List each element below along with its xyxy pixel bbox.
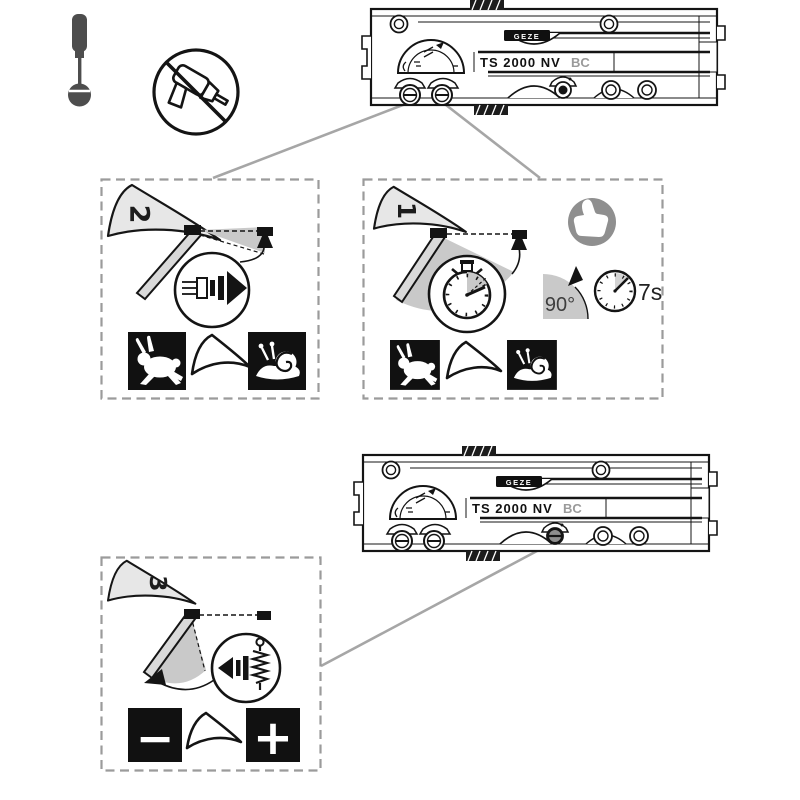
step-number-flag — [374, 187, 466, 232]
step-panel-3 — [100, 556, 322, 772]
speed-legend — [390, 340, 557, 390]
adjust-legend — [128, 708, 300, 766]
door-swing-range-icon — [447, 342, 501, 378]
open-position-marker — [257, 611, 271, 620]
screwdriver-icon — [52, 6, 112, 116]
latch-speed-icon — [175, 253, 249, 327]
geze-badge-text: GEZE — [505, 477, 533, 487]
minus-glyph: − — [135, 711, 175, 765]
hinge-marker — [184, 609, 200, 619]
speed-legend — [128, 332, 306, 390]
thumbs-up-icon — [568, 198, 616, 246]
variant-label: BC — [563, 501, 582, 516]
snail-icon — [248, 332, 306, 390]
minus-icon — [128, 708, 182, 765]
door-swing-diagram — [394, 228, 527, 332]
step-number: 3 — [143, 575, 172, 592]
model-label: TS 2000 NV — [472, 501, 553, 516]
plus-glyph: + — [252, 710, 294, 766]
no-drilling-icon — [148, 44, 244, 140]
step-panel-2 — [100, 178, 320, 400]
time-7s-label: 7s — [638, 279, 663, 305]
door-swing-range-icon — [187, 713, 241, 748]
model-label: TS 2000 NV — [480, 55, 561, 70]
hinge-marker — [184, 225, 201, 235]
step-number-flag — [108, 561, 195, 604]
step-panel-1 — [362, 178, 664, 400]
door-closer-bottom — [350, 446, 722, 562]
rabbit-icon — [390, 340, 440, 390]
angle-90-diagram — [543, 266, 588, 319]
door-closer-top — [358, 0, 730, 116]
clock-icon — [595, 271, 635, 311]
hinge-marker — [430, 228, 447, 238]
door-swing-range-icon — [192, 335, 250, 374]
spring-damper-icon — [212, 634, 280, 702]
angle-90-label: 90° — [544, 294, 576, 316]
plus-icon — [246, 708, 300, 766]
variant-label: BC — [571, 55, 590, 70]
step-number: 2 — [123, 204, 155, 224]
rabbit-icon — [128, 332, 186, 390]
backcheck-valve-screw — [548, 529, 562, 543]
snail-icon — [507, 340, 557, 390]
step-number: 1 — [392, 202, 422, 220]
geze-badge-text: GEZE — [513, 31, 541, 41]
arrowhead-up-right — [568, 266, 583, 286]
stopwatch-icon — [429, 256, 505, 332]
